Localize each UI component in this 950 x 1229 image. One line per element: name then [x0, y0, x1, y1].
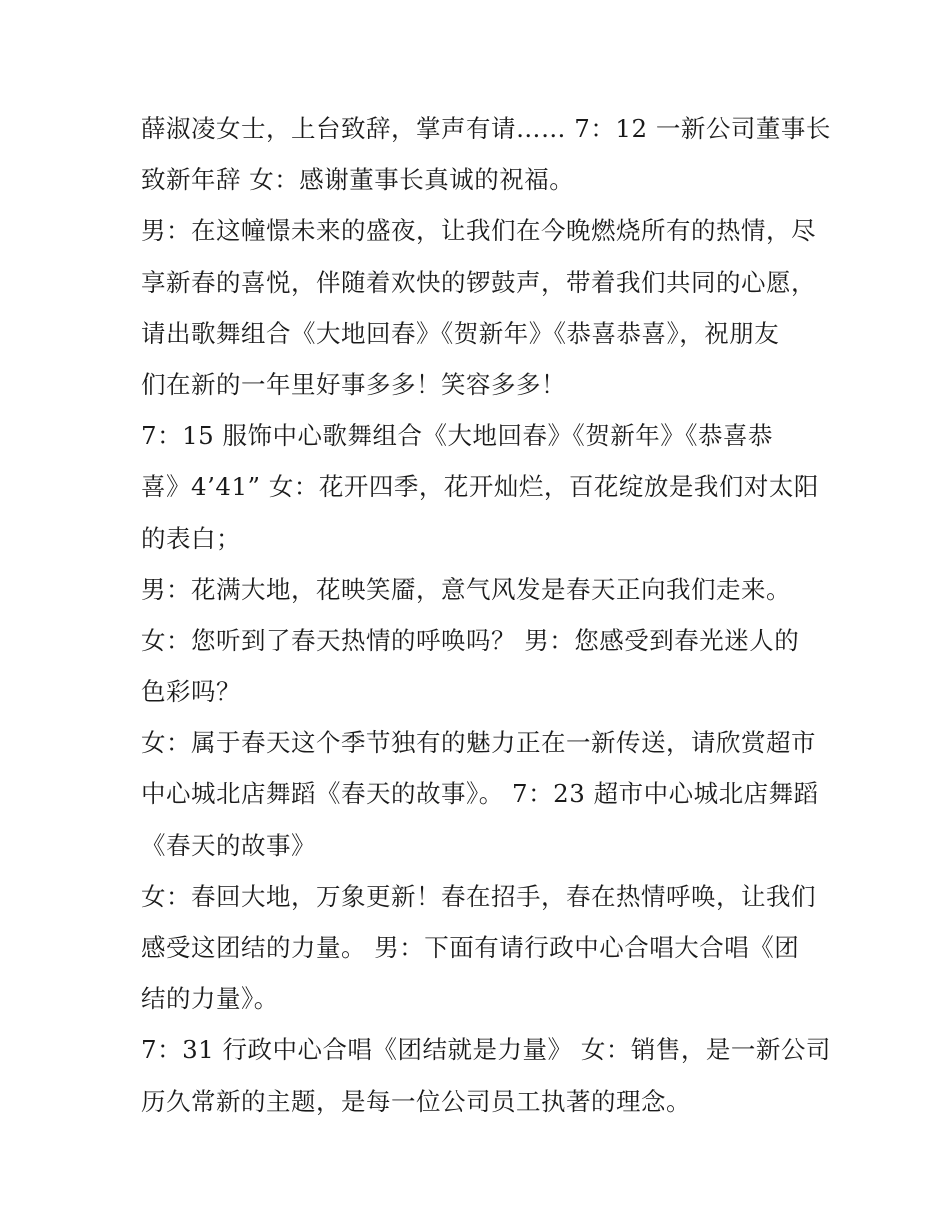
document-body — [141, 103, 831, 1127]
text-line: 感受这团结的力量。 男：下面有请行政中心合唱大合唱《团 — [141, 933, 800, 962]
text-line: 男：在这幢憬未来的盛夜，让我们在今晚燃烧所有的热情，尽 — [141, 216, 816, 246]
text-line: 色彩吗？ — [141, 677, 241, 707]
text-line: 7：31 行政中心合唱《团结就是力量》 女：销售，是一新公司 — [141, 1035, 831, 1065]
text-line: 男：花满大地，花映笑靥，意气风发是春天正向我们走来。 — [141, 574, 791, 604]
text-line: 7：15 服饰中心歌舞组合《大地回春》《贺新年》《恭喜恭 — [141, 421, 774, 451]
text-line: 喜》4’41” 女：花开四季，花开灿烂，百花绽放是我们对太阳 — [141, 472, 819, 502]
text-line: 致新年辞 女：感谢董事长真诚的祝福。 — [141, 165, 575, 195]
text-line: 女：属于春天这个季节独有的魅力正在一新传送，请欣赏超市 — [141, 728, 816, 758]
text-line: 《春天的故事》 — [141, 830, 316, 860]
text-line: 享新春的喜悦，伴随着欢快的锣鼓声，带着我们共同的心愿， — [141, 267, 816, 297]
text-line: 的表白； — [141, 523, 241, 553]
text-line: 女：春回大地，万象更新！春在招手，春在热情呼唤，让我们 — [141, 881, 816, 911]
text-line: 历久常新的主题，是每一位公司员工执著的理念。 — [141, 1086, 691, 1116]
text-line: 们在新的一年里好事多多！笑容多多！ — [141, 369, 566, 399]
text-line: 薛淑凌女士，上台致辞，掌声有请…… 7：12 一新公司董事长 — [141, 114, 831, 143]
text-line: 结的力量》。 — [141, 984, 279, 1014]
text-line: 女：您听到了春天热情的呼唤吗？ 男：您感受到春光迷人的 — [141, 625, 800, 655]
text-line: 中心城北店舞蹈《春天的故事》。 7：23 超市中心城北店舞蹈 — [141, 779, 819, 809]
text-line: 请出歌舞组合《大地回春》《贺新年》《恭喜恭喜》，祝朋友 — [141, 318, 780, 348]
